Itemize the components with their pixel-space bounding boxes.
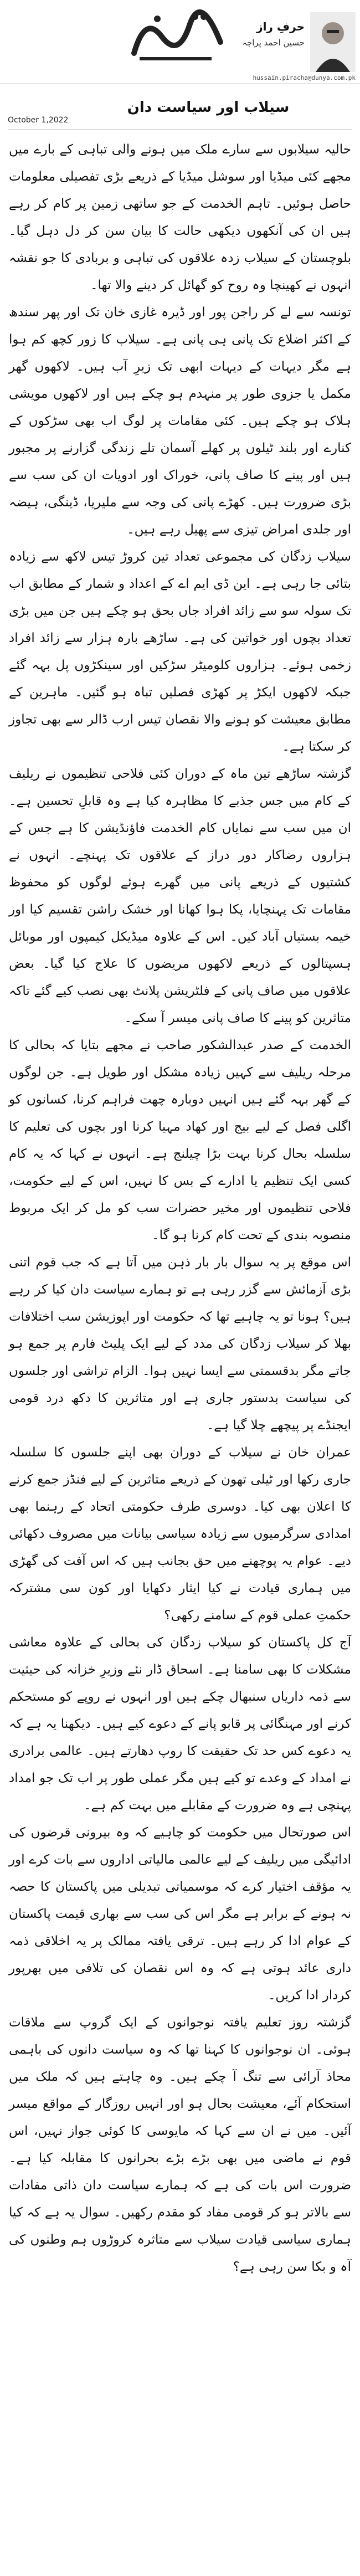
article-paragraph: حالیہ سیلابوں سے سارے ملک میں ہونے والی تباہی کے بارے میں مجھے کئی میڈیا اور سوشل میڈیا کے ذریعے بڑی تفصیلی معلومات حاصل ہوئیں۔ تاہم الخدمت کے جو ساتھی زمین پر کام کر رہے ہیں ان کی آنکھوں دیکھی حالت کا بیان سن کر دل دہل گیا۔ بلوچستان کے سیلاب زدہ علاقوں کی تباہی و بربادی کا جو نقشہ انہوں نے کھینچا وہ روح کو گھائل کر دینے والا تھا۔ xyxy=(9,142,351,293)
article-header xyxy=(0,99,360,126)
author-column-name: حرفِ راز xyxy=(256,20,305,33)
article-headline: سیلاب اور سیاست دان xyxy=(127,99,290,116)
article-paragraph: اس موقع پر یہ سوال بار بار ذہن میں آتا ہے کہ جب قوم اتنی بڑی آزمائش سے گزر رہی ہے تو ہمارے سیاست دان کیا کر رہے ہیں؟ ہونا تو یہ چاہیے تھا کہ حکومت اور اپوزیشن سب اختلافات بھلا کر سیلاب زدگان کی مدد کے لیے ایک پلیٹ فارم پر جمع ہو جاتے مگر بدقسمتی سے ایسا نہیں ہوا۔ الزام تراشی اور جلسوں کی سیاست بدستور جاری ہے اور متاثرین کا دکھ درد قومی ایجنڈے پر پیچھے چلا گیا ہے۔ xyxy=(9,1255,351,1433)
article-body xyxy=(0,136,360,2281)
article-paragraph: گزشتہ روز تعلیم یافتہ نوجوانوں کے ایک گروپ سے ملاقات ہوئی۔ ان نوجوانوں کا کہنا تھا کہ وہ سیاست دانوں کی باہمی محاذ آرائی سے تنگ آ چکے ہیں۔ وہ چاہتے ہیں کہ ملک میں استحکام آئے، معیشت بحال ہو اور انہیں روزگار کے مواقع میسر آئیں۔ میں نے ان سے کہا کہ مایوسی کا کوئی جواز نہیں، اس قوم نے ماضی میں بھی بڑے بڑے بحرانوں کا مقابلہ کیا ہے۔ ضرورت اس بات کی ہے کہ ہمارے سیاست دان ذاتی مفادات سے بالاتر ہو کر قومی مفاد کو مقدم رکھیں۔ سوال یہ ہے کہ کیا ہماری سیاسی قیادت سیلاب سے متاثرہ کروڑوں ہم وطنوں کی آہ و بکا سن رہی ہے؟ xyxy=(9,2015,351,2274)
author-photo xyxy=(310,12,356,72)
newspaper-logo xyxy=(123,3,232,65)
article-paragraph: الخدمت کے صدر عبدالشکور صاحب نے مجھے بتایا کہ بحالی کا مرحلہ ریلیف سے کہیں زیادہ مشکل اور طویل ہے۔ جن لوگوں کے گھر بہہ گئے ہیں انہیں دوبارہ چھت فراہم کرنا، کسانوں کو اگلی فصل کے لیے بیج اور کھاد مہیا کرنا اور بچوں کی تعلیم کا سلسلہ بحال کرنا بہت بڑا چیلنج ہے۔ انہوں نے کہا کہ یہ کام کسی ایک تنظیم یا ادارے کے بس کا نہیں، اس کے لیے حکومت، فلاحی تنظیموں اور مخیر حضرات سب کو مل کر ایک مربوط منصوبہ بندی کے تحت کام کرنا ہو گا۔ xyxy=(9,1038,351,1243)
author-name: حسین احمد پراچہ xyxy=(242,38,305,48)
article-paragraph: گزشتہ ساڑھے تین ماہ کے دوران کئی فلاحی تنظیموں نے ریلیف کے کام میں جس جذبے کا مظاہرہ کیا ہے وہ قابلِ تحسین ہے۔ ان میں سب سے نمایاں کام الخدمت فاؤنڈیشن کا ہے جس کے ہزاروں رضاکار دور دراز کے علاقوں تک پہنچے۔ انہوں نے کشتیوں کے ذریعے پانی میں گھرے ہوئے لوگوں کو محفوظ مقامات تک پہنچایا، پکا ہوا کھانا اور خشک راشن تقسیم کیا اور خیمہ بستیاں آباد کیں۔ اس کے علاوہ میڈیکل کیمپوں اور موبائل ہسپتالوں کے ذریعے لاکھوں مریضوں کا علاج کیا گیا۔ بعض علاقوں میں صاف پانی کے فلٹریشن پلانٹ بھی نصب کیے گئے تاکہ متاثرین کو پینے کا صاف پانی میسر آ سکے۔ xyxy=(9,767,351,1025)
author-email[interactable]: hussain.piracha@dunya.com.pk xyxy=(253,74,356,81)
article-paragraph: اس صورتحال میں حکومت کو چاہیے کہ وہ بیرونی قرضوں کی ادائیگی میں ریلیف کے لیے عالمی مالیاتی اداروں سے بات کرے اور یہ مؤقف اختیار کرے کہ موسمیاتی تبدیلی میں پاکستان کا حصہ نہ ہونے کے برابر ہے مگر اس کی سب سے بھاری قیمت پاکستان کے عوام ادا کر رہے ہیں۔ ترقی یافتہ ممالک پر یہ اخلاقی ذمہ داری عائد ہوتی ہے کہ وہ اس نقصان کی تلافی میں بھرپور کردار ادا کریں۔ xyxy=(9,1825,351,2003)
article-paragraph: آج کل پاکستان کو سیلاب زدگان کی بحالی کے علاوہ معاشی مشکلات کا بھی سامنا ہے۔ اسحاق ڈار نئے وزیرِ خزانہ کی حیثیت سے ذمہ داریاں سنبھال چکے ہیں اور انہوں نے روپے کو مستحکم کرنے اور مہنگائی پر قابو پانے کے دعوے کیے ہیں۔ دیکھنا یہ ہے کہ یہ دعوے کس حد تک حقیقت کا روپ دھارتے ہیں۔ عالمی برادری نے امداد کے وعدے تو کیے ہیں مگر عملی طور پر اب تک جو امداد پہنچی ہے وہ ضرورت کے مقابلے میں بہت کم ہے۔ xyxy=(9,1635,351,1813)
article-paragraph: تونسہ سے لے کر راجن پور اور ڈیرہ غازی خان تک اور پھر سندھ کے اکثر اضلاع تک پانی ہی پانی ہے۔ سیلاب کا زور کچھ کم ہوا ہے مگر دیہات کے دیہات ابھی تک زیرِ آب ہیں۔ لاکھوں گھر مکمل یا جزوی طور پر منہدم ہو چکے ہیں اور لاکھوں مویشی ہلاک ہو چکے ہیں۔ کئی مقامات پر لوگ اب بھی سڑکوں کے کنارے اور بلند ٹیلوں پر کھلے آسمان تلے زندگی گزارنے پر مجبور ہیں اور پینے کا صاف پانی، خوراک اور ادویات ان کی سب سے بڑی ضرورت ہیں۔ کھڑے پانی کی وجہ سے ملیریا، ڈینگی، ہیضہ اور جلدی امراض تیزی سے پھیل رہے ہیں۔ xyxy=(9,305,351,537)
masthead xyxy=(0,0,360,84)
article-paragraph: سیلاب زدگان کی مجموعی تعداد تین کروڑ تیس لاکھ سے زیادہ بتائی جا رہی ہے۔ این ڈی ایم اے کے اعداد و شمار کے مطابق اب تک سولہ سو سے زائد افراد جاں بحق ہو چکے ہیں جن میں بڑی تعداد بچوں اور خواتین کی ہے۔ ساڑھے بارہ ہزار سے زائد افراد زخمی ہوئے۔ ہزاروں کلومیٹر سڑکیں اور سینکڑوں پل بہہ گئے جبکہ لاکھوں ایکڑ پر کھڑی فصلیں تباہ ہو گئیں۔ ماہرین کے مطابق معیشت کو ہونے والا نقصان تیس ارب ڈالر سے بھی تجاوز کر سکتا ہے۔ xyxy=(9,550,351,754)
article-paragraph: عمران خان نے سیلاب کے دوران بھی اپنے جلسوں کا سلسلہ جاری رکھا اور ٹیلی تھون کے ذریعے متاثرین کے لیے فنڈز جمع کرنے کا اعلان بھی کیا۔ دوسری طرف حکومتی اتحاد کے رہنما بھی امدادی سرگرمیوں سے زیادہ سیاسی بیانات میں مصروف دکھائی دیے۔ عوام یہ پوچھنے میں حق بجانب ہیں کہ اس آفت کی گھڑی میں ہماری قیادت نے کیا ایثار دکھایا اور کون سی مشترکہ حکمتِ عملی قوم کے سامنے رکھی؟ xyxy=(9,1445,351,1623)
publication-date: October 1,2022 xyxy=(8,116,69,125)
